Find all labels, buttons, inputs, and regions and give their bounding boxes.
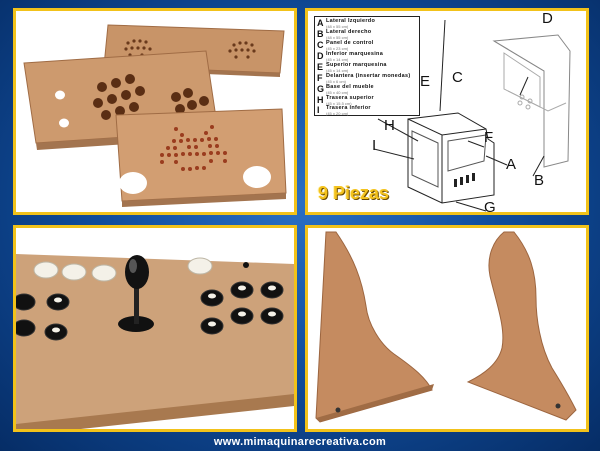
legend-part-name: Lateral Izquierdo: [326, 18, 376, 24]
callout-g: G: [484, 199, 496, 215]
callout-i: I: [372, 137, 377, 154]
callout-f: F: [484, 129, 494, 146]
legend-row-f: [317, 73, 417, 84]
legend-row-g: [317, 84, 417, 95]
legend-letter: A: [317, 18, 324, 28]
legend-part-name: Base del mueble: [326, 84, 374, 90]
side-boards-illustration: [308, 228, 586, 429]
control-panel-illustration: [16, 228, 294, 429]
callout-h: H: [384, 117, 395, 134]
legend-letter: E: [317, 62, 324, 72]
legend-part-name: Lateral derecho: [326, 29, 372, 35]
legend-part-name: Panel de control: [326, 40, 374, 46]
legend-row-i: [317, 105, 417, 116]
legend-part-size: (45 x 20 cm): [326, 111, 349, 116]
legend-letter: H: [317, 95, 324, 105]
legend-part-size: (45 x 14 cm): [326, 68, 349, 73]
callout-c: C: [452, 69, 463, 86]
legend-letter: C: [317, 40, 324, 50]
callout-a: A: [506, 156, 517, 173]
legend-letter: I: [317, 105, 320, 115]
legend-part-size: (48 x 55 cm): [326, 24, 349, 29]
legend-part-name: Trasera superior: [326, 95, 374, 101]
legend-part-name: Trasera inferior: [326, 105, 371, 111]
legend-letter: D: [317, 51, 324, 61]
parts-legend: [314, 16, 420, 116]
panel-side-boards: [305, 225, 589, 432]
legend-row-a: [317, 18, 417, 29]
legend-part-name: Delantera (insertar monedas): [326, 73, 411, 79]
legend-part-name: Superior marquesina: [326, 62, 387, 68]
callout-d: D: [542, 10, 553, 27]
legend-part-size: (45 x 14 cm): [326, 57, 349, 62]
legend-part-size: (45 x 23 cm): [326, 46, 349, 51]
legend-row-e: [317, 62, 417, 73]
panel-control-board: [13, 225, 297, 432]
callout-b: B: [534, 172, 545, 189]
legend-row-b: [317, 29, 417, 40]
legend-part-size: (45 x 40 cm): [326, 90, 349, 95]
legend-letter: B: [317, 29, 324, 39]
panel-mdf-boards: [13, 8, 297, 215]
legend-row-d: [317, 51, 417, 62]
legend-part-size: (48 x 55 cm): [326, 35, 349, 40]
pieces-label: 9 Piezas: [318, 183, 390, 203]
panel-assembly-diagram: [305, 8, 589, 215]
callout-e: E: [420, 73, 431, 90]
legend-part-name: Inferior marquesina: [326, 51, 384, 57]
legend-row-c: [317, 40, 417, 51]
legend-letter: F: [317, 73, 323, 83]
legend-letter: G: [317, 84, 325, 94]
website-footer: www.mimaquinarecreativa.com: [213, 436, 387, 448]
mdf-boards-illustration: [16, 11, 294, 212]
legend-part-size: (45 x 6 cm): [326, 79, 347, 84]
legend-part-size: (45 x 15.5 cm): [326, 101, 352, 106]
